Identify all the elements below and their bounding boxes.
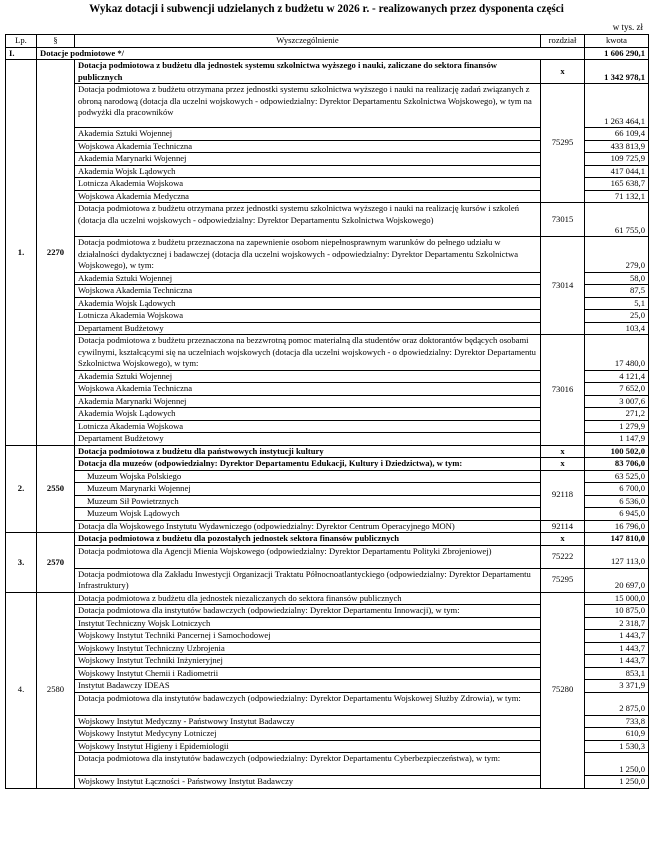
- row-description: Dotacja podmiotowa z budżetu otrzymana przez jednostki systemu szkolnictwa wyższego i nauki na realizację kursów i szkoleń (dotacja dla uczelni wojskowych - odpowiedzialny: Dyrektor Departamentu Szkolnictwa Wojskowego): [75, 203, 541, 237]
- row-kwota: 1 263 464,1: [585, 84, 649, 128]
- row-kwota: 66 109,4: [585, 128, 649, 141]
- row-kwota: 103,4: [585, 322, 649, 335]
- row-kwota: 4 121,4: [585, 370, 649, 383]
- row-rozdzial: 75280: [541, 592, 585, 788]
- row-kwota: 2 875,0: [585, 692, 649, 715]
- row-kwota: 15 000,0: [585, 592, 649, 605]
- row-description: Akademia Wojsk Lądowych: [75, 297, 541, 310]
- row-description: Akademia Sztuki Wojennej: [75, 128, 541, 141]
- row-description: Wojskowy Instytut Medyczny - Państwowy Instytut Badawczy: [75, 715, 541, 728]
- row-paragraph: 2580: [37, 592, 75, 788]
- row-rozdzial: x: [541, 60, 585, 84]
- row-kwota: 16 796,0: [585, 520, 649, 533]
- section-row: [6, 47, 649, 60]
- row-description: Departament Budżetowy: [75, 433, 541, 446]
- row-kwota: 433 813,9: [585, 140, 649, 153]
- table-row: [6, 60, 649, 84]
- row-rozdzial: 92118: [541, 470, 585, 520]
- row-kwota: 20 697,0: [585, 568, 649, 592]
- row-description: Dotacja dla muzeów (odpowiedzialny: Dyrektor Departamentu Edukacji, Kultury i Dziedzictwa), w tym:: [75, 458, 541, 471]
- row-kwota: 58,0: [585, 272, 649, 285]
- row-description: Wojskowy Instytut Łączności - Państwowy Instytut Badawczy: [75, 776, 541, 789]
- row-kwota: 1 443,7: [585, 630, 649, 643]
- row-kwota: 1 250,0: [585, 776, 649, 789]
- row-description: Muzeum Sił Powietrznych: [75, 495, 541, 508]
- header-description: Wyszczególnienie: [75, 35, 541, 48]
- row-lp: 2.: [6, 445, 37, 533]
- row-kwota: 63 525,0: [585, 470, 649, 483]
- row-kwota: 5,1: [585, 297, 649, 310]
- row-description: Lotnicza Akademia Wojskowa: [75, 178, 541, 191]
- row-paragraph: 2270: [37, 60, 75, 446]
- row-rozdzial: 73014: [541, 237, 585, 335]
- row-kwota: 1 147,9: [585, 433, 649, 446]
- row-description: Lotnicza Akademia Wojskowa: [75, 420, 541, 433]
- table-row: [6, 568, 649, 592]
- row-description: Departament Budżetowy: [75, 322, 541, 335]
- table-row: [6, 592, 649, 605]
- row-rozdzial: 73015: [541, 203, 585, 237]
- row-description: Dotacja podmiotowa z budżetu dla pozostałych jednostek sektora finansów publicznych: [75, 533, 541, 546]
- row-kwota: 610,9: [585, 728, 649, 741]
- header-kwota: kwota: [585, 35, 649, 48]
- table-row: [6, 445, 649, 458]
- row-description: Wojskowa Akademia Medyczna: [75, 190, 541, 203]
- row-description: Akademia Marynarki Wojennej: [75, 395, 541, 408]
- row-kwota: 1 443,7: [585, 642, 649, 655]
- row-kwota: 2 318,7: [585, 617, 649, 630]
- header-row: [6, 35, 649, 48]
- row-description: Muzeum Wojsk Lądowych: [75, 508, 541, 521]
- row-description: Akademia Sztuki Wojennej: [75, 370, 541, 383]
- row-kwota: 17 480,0: [585, 335, 649, 371]
- table-row: [6, 84, 649, 128]
- row-paragraph: 2570: [37, 533, 75, 593]
- row-kwota: 1 279,9: [585, 420, 649, 433]
- section-description: Dotacje podmiotowe */: [37, 47, 585, 60]
- row-kwota: 1 250,0: [585, 753, 649, 776]
- row-description: Wojskowy Instytut Chemii i Radiometrii: [75, 667, 541, 680]
- row-kwota: 6 700,0: [585, 483, 649, 496]
- row-description: Dotacja podmiotowa z budżetu otrzymana przez jednostki systemu szkolnictwa wyższego i nauki na realizację zadań związanych z obroną narodową (dotacja dla uczelni wojskowych - odpowiedzialny: Dyrektor Departamentu Szkolnictwa Wojskowego), w tym na podwyżki dla pracowników: [75, 84, 541, 128]
- header-rozdzial: rozdział: [541, 35, 585, 48]
- row-description: Dotacja dla Wojskowego Instytutu Wydawniczego (odpowiedzialny: Dyrektor Centrum Operacyjnego MON): [75, 520, 541, 533]
- row-description: Akademia Sztuki Wojennej: [75, 272, 541, 285]
- row-description: Muzeum Wojska Polskiego: [75, 470, 541, 483]
- row-description: Wojskowy Instytut Techniczny Uzbrojenia: [75, 642, 541, 655]
- row-description: Wojskowy Instytut Higieny i Epidemiologii: [75, 740, 541, 753]
- row-kwota: 71 132,1: [585, 190, 649, 203]
- row-rozdzial: x: [541, 458, 585, 471]
- row-description: Lotnicza Akademia Wojskowa: [75, 310, 541, 323]
- table-row: [6, 520, 649, 533]
- row-kwota: 3 371,9: [585, 680, 649, 693]
- row-lp: 4.: [6, 592, 37, 788]
- row-rozdzial: 75222: [541, 545, 585, 568]
- row-kwota: 3 007,6: [585, 395, 649, 408]
- section-lp: I.: [6, 47, 37, 60]
- row-description: Dotacja podmiotowa z budżetu przeznaczona na bezzwrotną pomoc materialną dla studentów oraz doktorantów będących osobami cywilnymi, kształcącymi się na uczelniach wojskowych (dotacja dla uczelni wojskowych - o dpowiedzialny: Dyrektor Departamentu Szkolnictwa Wojskowego), w tym:: [75, 335, 541, 371]
- row-description: Wojskowy Instytut Techniki Pancernej i Samochodowej: [75, 630, 541, 643]
- row-description: Dotacja podmiotowa dla Agencji Mienia Wojskowego (odpowiedzialny: Dyrektor Departamentu Polityki Zbrojeniowej): [75, 545, 541, 568]
- table-row: [6, 545, 649, 568]
- row-kwota: 853,1: [585, 667, 649, 680]
- row-description: Akademia Wojsk Lądowych: [75, 165, 541, 178]
- row-description: Instytut Techniczny Wojsk Lotniczych: [75, 617, 541, 630]
- row-paragraph: 2550: [37, 445, 75, 533]
- table-row: [6, 458, 649, 471]
- page-title: Wykaz dotacji i subwencji udzielanych z budżetu w 2026 r. - realizowanych przez dysponenta części: [89, 3, 564, 15]
- row-description: Wojskowy Instytut Medycyny Lotniczej: [75, 728, 541, 741]
- row-kwota: 100 502,0: [585, 445, 649, 458]
- row-rozdzial: 75295: [541, 568, 585, 592]
- row-description: Dotacja podmiotowa dla instytutów badawczych (odpowiedzialny: Dyrektor Departamentu Wojskowej Służby Zdrowia), w tym:: [75, 692, 541, 715]
- row-description: Dotacja podmiotowa z budżetu przeznaczona na zapewnienie osobom niepełnosprawnym warunków do pełnego udziału w działalności dydaktycznej i badawczej (dotacja dla uczelni wojskowych - odpowiedzialny: Dyrektor Departamentu Szkolnictwa Wojskowego), w tym:: [75, 237, 541, 273]
- table-row: [6, 470, 649, 483]
- row-description: Akademia Marynarki Wojennej: [75, 153, 541, 166]
- row-kwota: 87,5: [585, 285, 649, 298]
- row-kwota: 165 638,7: [585, 178, 649, 191]
- row-kwota: 109 725,9: [585, 153, 649, 166]
- row-description: Wojskowa Akademia Techniczna: [75, 383, 541, 396]
- row-kwota: 271,2: [585, 408, 649, 421]
- grants-table: [5, 34, 649, 789]
- row-lp: 3.: [6, 533, 37, 593]
- row-description: Wojskowy Instytut Techniki Inżynieryjnej: [75, 655, 541, 668]
- row-kwota: 83 706,0: [585, 458, 649, 471]
- row-kwota: 6 536,0: [585, 495, 649, 508]
- row-rozdzial: 75295: [541, 84, 585, 203]
- row-description: Dotacja podmiotowa z budżetu dla państwowych instytucji kultury: [75, 445, 541, 458]
- row-kwota: 7 652,0: [585, 383, 649, 396]
- header-lp: Lp.: [6, 35, 37, 48]
- section-kwota: 1 606 290,1: [585, 47, 649, 60]
- row-kwota: 1 342 978,1: [585, 60, 649, 84]
- row-kwota: 1 530,3: [585, 740, 649, 753]
- row-description: Dotacja podmiotowa dla Zakładu Inwestycji Organizacji Traktatu Północnoatlantyckiego (odpowiedzialny: Dyrektor Departamentu Infrastruktury): [75, 568, 541, 592]
- row-rozdzial: x: [541, 533, 585, 546]
- row-description: Dotacja podmiotowa z budżetu dla jednostek systemu szkolnictwa wyższego i nauki, zaliczane do sektora finansów publicznych: [75, 60, 541, 84]
- row-kwota: 147 810,0: [585, 533, 649, 546]
- row-kwota: 279,0: [585, 237, 649, 273]
- row-description: Akademia Wojsk Lądowych: [75, 408, 541, 421]
- row-kwota: 6 945,0: [585, 508, 649, 521]
- row-description: Wojskowa Akademia Techniczna: [75, 140, 541, 153]
- row-description: Wojskowa Akademia Techniczna: [75, 285, 541, 298]
- row-description: Instytut Badawczy IDEAS: [75, 680, 541, 693]
- row-kwota: 733,8: [585, 715, 649, 728]
- row-description: Muzeum Marynarki Wojennej: [75, 483, 541, 496]
- row-description: Dotacja podmiotowa z budżetu dla jednostek niezaliczanych do sektora finansów publicznych: [75, 592, 541, 605]
- table-row: [6, 237, 649, 273]
- row-kwota: 25,0: [585, 310, 649, 323]
- table-row: [6, 203, 649, 237]
- unit-label: w tys. zł: [612, 22, 643, 32]
- row-kwota: 1 443,7: [585, 655, 649, 668]
- row-rozdzial: 73016: [541, 335, 585, 446]
- row-lp: 1.: [6, 60, 37, 446]
- row-kwota: 61 755,0: [585, 203, 649, 237]
- table-row: [6, 335, 649, 371]
- row-rozdzial: x: [541, 445, 585, 458]
- row-rozdzial: 92114: [541, 520, 585, 533]
- row-kwota: 10 875,0: [585, 605, 649, 618]
- row-kwota: 417 044,1: [585, 165, 649, 178]
- row-kwota: 127 113,0: [585, 545, 649, 568]
- row-description: Dotacja podmiotowa dla instytutów badawczych (odpowiedzialny: Dyrektor Departamentu Innowacji), w tym:: [75, 605, 541, 618]
- header-paragraph: §: [37, 35, 75, 48]
- table-row: [6, 533, 649, 546]
- row-description: Dotacja podmiotowa dla instytutów badawczych (odpowiedzialny: Dyrektor Departamentu Cyberbezpieczeństwa), w tym:: [75, 753, 541, 776]
